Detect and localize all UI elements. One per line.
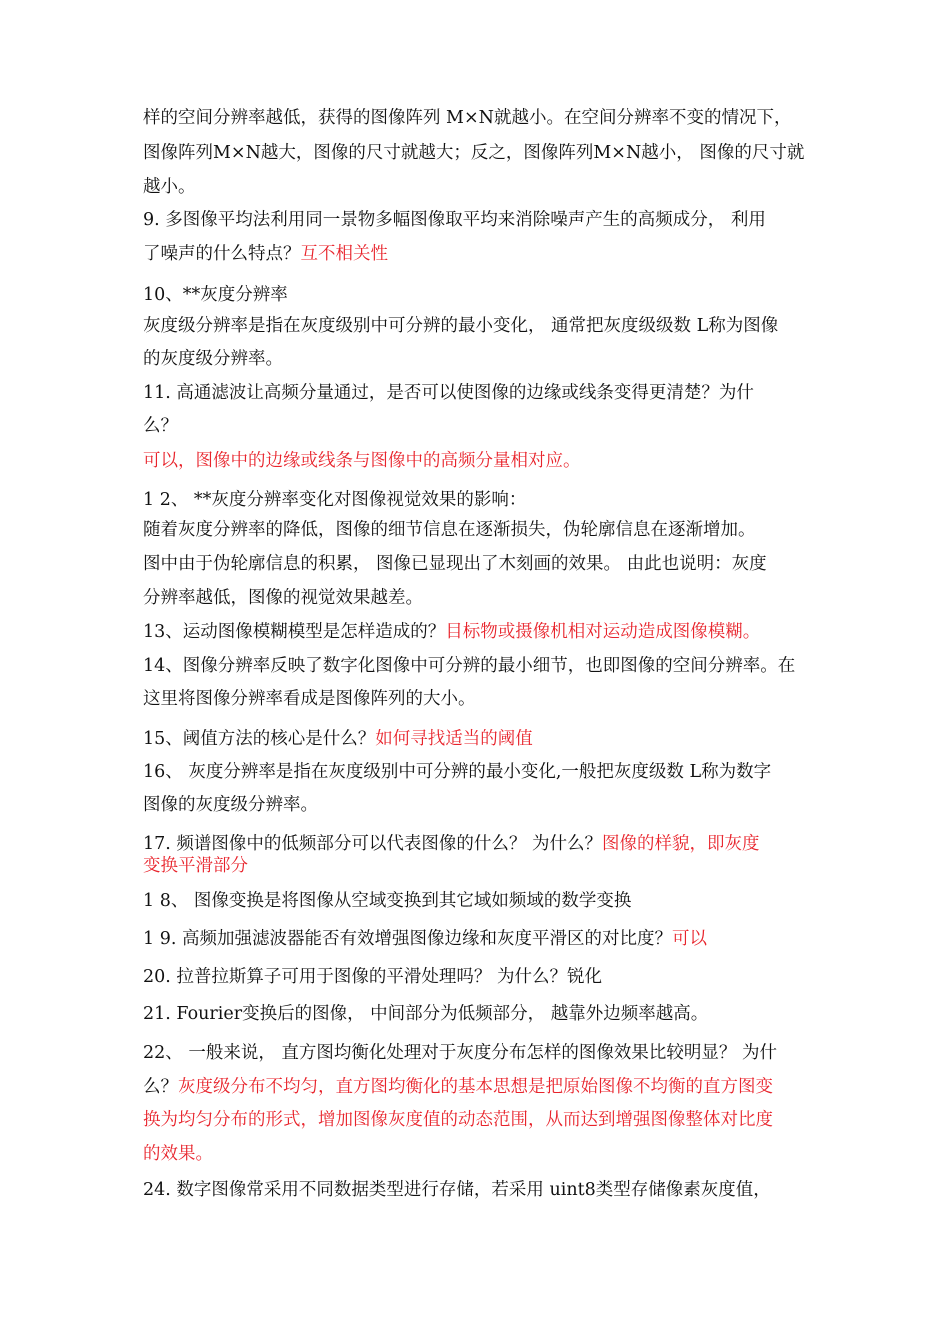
answer-22-end: [143, 1142, 213, 1166]
text-line-13: [143, 518, 756, 542]
text-run: 16、 灰度分辨率是指在灰度级别中可分辨的最小变化,一般把灰度级数 L称为数字: [143, 762, 772, 782]
text-run: 图中由于伪轮廓信息的积累， 图像已显现出了木刻画的效果。 由此也说明：灰度: [143, 554, 767, 574]
text-line-10: [143, 414, 178, 438]
question-14: [143, 654, 795, 678]
text-line-5: [143, 242, 388, 266]
answer-text: 如何寻找适当的阈值: [375, 729, 533, 749]
text-run: 15、阈值方法的核心是什么？: [143, 729, 376, 749]
text-line-3: [143, 175, 196, 199]
text-line-1: [143, 106, 791, 130]
answer-17-cont: [143, 854, 248, 878]
text-run: 随着灰度分辨率的降低，图像的细节信息在逐渐损失，伪轮廓信息在逐渐增加。: [143, 520, 756, 540]
answer-22-cont: [143, 1108, 773, 1132]
answer-text: 可以，图像中的边缘或线条与图像中的高频分量相对应。: [143, 451, 581, 471]
answer-text: 目标物或摄像机相对运动造成图像模糊。: [445, 622, 761, 642]
text-run: 9. 多图像平均法利用同一景物多幅图像取平均来消除噪声产生的高频成分， 利用: [143, 210, 766, 230]
text-line-8: [143, 347, 283, 371]
text-run: 14、图像分辨率反映了数字化图像中可分辨的最小细节，也即图像的空间分辨率。在: [143, 656, 796, 676]
answer-text: 变换平滑部分: [143, 856, 248, 876]
text-run: 灰度级分辨率是指在灰度级别中可分辨的最小变化， 通常把灰度级级数 L称为图像: [143, 316, 779, 336]
text-run: 样的空间分辨率越低，获得的图像阵列 M×N就越小。在空间分辨率不变的情况下，: [143, 108, 792, 128]
text-line-15: [143, 586, 423, 610]
question-17: [143, 832, 759, 856]
question-16: [143, 760, 771, 784]
text-run: 1 8、 图像变换是将图像从空域变换到其它域如频域的数学变换: [143, 891, 632, 911]
text-run: 24. 数字图像常采用不同数据类型进行存储，若采用 uint8类型存储像素灰度值，: [143, 1180, 771, 1200]
answer-text: 图像的样貌，即灰度: [601, 834, 760, 854]
question-19: [143, 927, 707, 951]
text-line-14: [143, 552, 767, 576]
question-22: [143, 1041, 777, 1065]
text-run: 分辨率越低，图像的视觉效果越差。: [143, 588, 423, 608]
answer-text: 换为均匀分布的形式，增加图像灰度值的动态范围，从而达到增强图像整体对比度: [143, 1110, 773, 1130]
text-run: 11. 高通滤波让高频分量通过，是否可以使图像的边缘或线条变得更清楚？为什: [143, 383, 754, 403]
text-run: 么？: [143, 416, 178, 436]
question-11: [143, 381, 754, 405]
question-20: [143, 965, 602, 989]
text-run: 么？: [143, 1077, 178, 1097]
answer-text: 的效果。: [143, 1144, 213, 1164]
text-run: 图像的灰度级分辨率。: [143, 795, 318, 815]
text-run: 图像阵列M×N越大，图像的尺寸就越大；反之，图像阵列M×N越小， 图像的尺寸就: [143, 143, 805, 163]
text-run: 的灰度级分辨率。: [143, 349, 283, 369]
question-18: [143, 889, 631, 913]
text-line-18: [143, 687, 476, 711]
heading-10: [143, 283, 288, 307]
answer-text: 互不相关性: [300, 244, 388, 264]
answer-text: 可以: [671, 929, 707, 949]
text-line-7: [143, 314, 778, 338]
text-run: 10、**灰度分辨率: [143, 285, 288, 305]
answer-text: 灰度级分布不均匀，直方图均衡化的基本思想是把原始图像不均衡的直方图变: [178, 1077, 773, 1097]
text-run: 20. 拉普拉斯算子可用于图像的平滑处理吗？ 为什么？锐化: [143, 967, 602, 987]
text-run: 1 9. 高频加强滤波器能否有效增强图像边缘和灰度平滑区的对比度？: [143, 929, 672, 949]
text-run: 22、 一般来说， 直方图均衡化处理对于灰度分布怎样的图像效果比较明显？ 为什: [143, 1043, 777, 1063]
text-run: 越小。: [143, 177, 196, 197]
question-15: [143, 727, 533, 751]
text-line-2: [143, 141, 804, 165]
heading-12: [143, 488, 526, 512]
question-21: [143, 1002, 708, 1026]
question-9: [143, 208, 766, 232]
question-24: [143, 1178, 771, 1202]
answer-11: [143, 449, 581, 473]
question-13: [143, 620, 760, 644]
text-run: 1 2、 **灰度分辨率变化对图像视觉效果的影响：: [143, 490, 527, 510]
text-line-21: [143, 793, 318, 817]
text-run: 17. 频谱图像中的低频部分可以代表图像的什么？ 为什么？: [143, 834, 602, 854]
text-run: 了噪声的什么特点？: [143, 244, 301, 264]
text-line-29: [143, 1075, 773, 1099]
text-run: 13、运动图像模糊模型是怎样造成的？: [143, 622, 446, 642]
text-run: 21. Fourier变换后的图像， 中间部分为低频部分， 越靠外边频率越高。: [143, 1004, 709, 1024]
text-run: 这里将图像分辨率看成是图像阵列的大小。: [143, 689, 476, 709]
